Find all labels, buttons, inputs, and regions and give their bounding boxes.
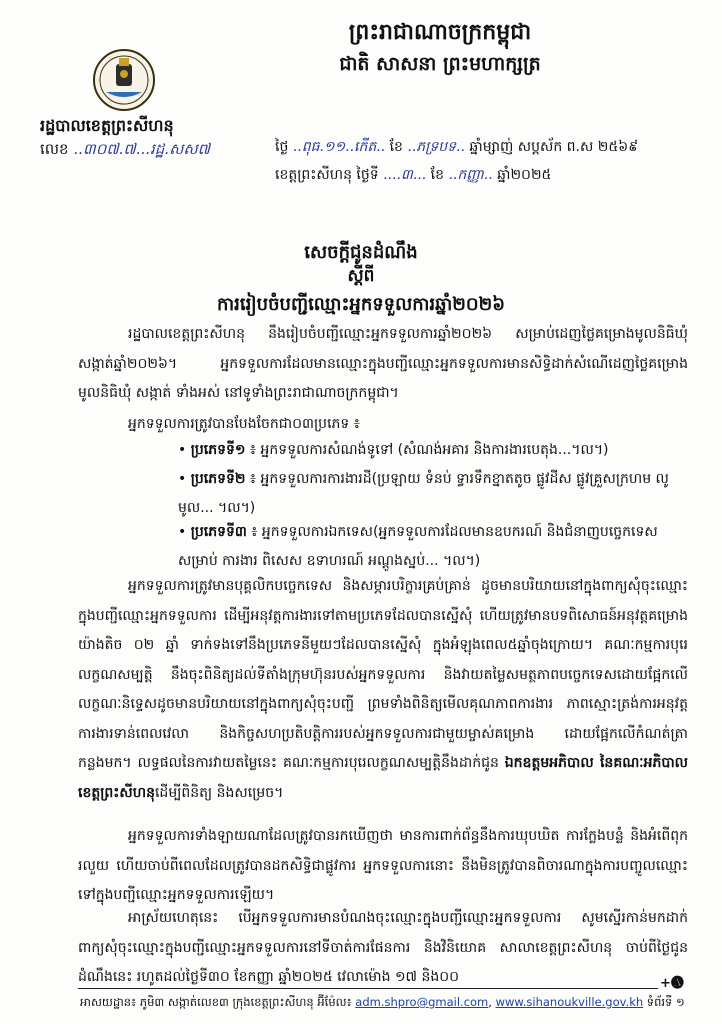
document-subtitle-regarding: ស្តីពី [347, 266, 375, 286]
paragraph-disqualification: អ្នកទទួលការទាំងឡាយណាដែលត្រូវបានរកឃើញថា មានការពាក់ព័ន្ធនឹងការឃុបឃិត ការក្លែងបន្លំ និងអំពើពុករលួយ ហើយចាប់ពីពេលដែលត្រូវបានដកសិទ្ធិជាផ្លូវការ អ្នកទទួលការនោះ នឹងមិនត្រូវបានពិចារណាក្នុងការបញ្ចូលឈ្មោះទៅក្នុងបញ្ជីឈ្មោះអ្នកទទួលការឡើយ។ [78, 828, 688, 903]
paragraph-intro: រដ្ឋបាលខេត្តព្រះសីហនុ នឹងរៀបចំបញ្ជីឈ្មោះអ្នកទទួលការឆ្នាំ២០២៦ សម្រាប់ដេញថ្លៃគម្រោងមូលនិធិឃុំ សង្កាត់ឆ្នាំ២០២៦។ អ្នកទទួលការដែលមានឈ្មោះក្នុងបញ្ជីឈ្មោះអ្នកទទួលការមានសិទ្ធិដាក់សំណើដេញថ្លៃគម្រោងមូលនិធិឃុំ សង្កាត់ ទាំងអស់ នៅទូទាំងព្រះរាជាណាចក្រកម្ពុជា។ [78, 326, 688, 401]
page-mark: +🅐 [660, 976, 684, 991]
category-3-text: ៖ អ្នកទទួលការឯកទេស(អ្នកទទួលការដែលមានឧបករណ៍ និងជំនាញបច្ចេកទេសសម្រាប់ ការងារ ពិសេស ឧទាហរណ៍ អណ្តូងស្នប់... ។ល។) [178, 524, 658, 569]
issuing-administration: រដ្ឋបាលខេត្តព្រះសីហនុ [40, 116, 174, 135]
bullet-icon: • [178, 524, 187, 540]
footer-website-link[interactable]: www.sihanoukville.gov.kh [495, 995, 644, 1009]
provincial-emblem-icon [92, 48, 156, 112]
governor-title: ឯកឧត្តមអភិបាល នៃគណៈអភិបាលខេត្តព្រះសីហនុ [78, 755, 688, 801]
category-2-text: ៖ អ្នកទទួលការការងារដី(ប្រឡាយ ទំនប់ ទ្វារទឹកខ្នាតតូច ផ្លូវដីស ផ្លូវគ្រួសក្រហម លូមូល... ។ល។) [178, 471, 669, 516]
category-1-label: ប្រភេទទី១ [190, 442, 246, 458]
solar-month-label: ខែ [430, 167, 445, 183]
footer-separator: , [488, 995, 496, 1009]
footer-page-number: ទំព័រទី ១ [643, 995, 685, 1009]
paragraph-categories-intro: អ្នកទទួលការត្រូវបានបែងចែកជា០៣ប្រភេទ ៖ [128, 416, 360, 432]
solar-year: ឆ្នាំ២០២៥ [497, 167, 552, 183]
requirements-tail: ដើម្បីពិនិត្យ និងសម្រេច។ [154, 784, 284, 801]
category-3-label: ប្រភេទទី៣ [190, 524, 247, 540]
lunar-day: ..ពុធ.១១..កើត.. [292, 139, 386, 155]
lunar-month: ..ភទ្របទ.. [407, 139, 465, 155]
category-2-label: ប្រភេទទី២ [190, 471, 246, 487]
category-1-text: ៖ អ្នកទទួលការសំណង់ទូទៅ (សំណង់អគារ និងការងារបេតុង...។ល។) [245, 442, 609, 458]
footer-email-link[interactable]: adm.shpro@gmail.com [355, 995, 489, 1009]
footer [80, 995, 685, 1012]
solar-month: ..កញ្ញា.. [448, 167, 493, 183]
national-motto: ជាតិ សាសនា ព្រះមហាក្សត្រ [339, 53, 541, 75]
category-1 [178, 436, 688, 465]
ref-label: លេខ [40, 140, 69, 158]
footer-divider [78, 988, 658, 989]
paragraph-requirements [78, 572, 688, 808]
bullet-icon: • [178, 442, 187, 458]
paragraph-registration: អាស្រ័យហេតុនេះ បើអ្នកទទួលការមានបំណងចុះឈ្មោះក្នុងបញ្ជីឈ្មោះអ្នកទទួលការ សូមស្នើរកាន់មកដាក់ពាក្យសុំចុះឈ្មោះក្នុងបញ្ជីឈ្មោះអ្នកទទួលការនៅទីចាត់ការផែនការ និងវិនិយោគ សាលាខេត្តព្រះសីហនុ ចាប់ពីថ្ងៃជូនដំណឹងនេះ រហូតដល់ថ្ងៃទី៣០ ខែកញ្ញា ឆ្នាំ២០២៥ វេលាម៉ោង ១៧ និង០០ [78, 910, 688, 985]
requirements-text: អ្នកទទួលការត្រូវមានបុគ្គលិកបច្ចេកទេស និងសម្ភារបរិក្ខារគ្រប់គ្រាន់ ដូចមានបរិយាយនៅក្នុងពាក្យសុំចុះឈ្មោះក្នុងបញ្ជីឈ្មោះអ្នកទទួលការ ដើម្បីអនុវត្តការងារទៅតាមប្រភេទដែលបានស្នើសុំ ហើយត្រូវមានបទពិសោធន៍អនុវត្តគម្រោងយ៉ាងតិច ០២ ឆ្នាំ ទាក់ទងទៅនឹងប្រភេទនីមួយៗដែលបានស្នើសុំ ក្នុងអំឡុងពេល៥ឆ្នាំចុងក្រោយ។ គណៈកម្មការបុរេលក្ខណសម្បត្តិ នឹងចុះពិនិត្យដល់ទីតាំងក្រុមហ៊ុនរបស់អ្នកទទួលការ និងវាយតម្លៃសមត្ថភាពបច្ចេកទេសដោយផ្អែកលើលក្ខណៈនិទ្ទេសដូចមានបរិយាយនៅក្នុងពាក្យសុំចុះបញ្ជី ព្រមទាំងពិនិត្យមើលគុណភាពការងារ ភាពស្មោះត្រង់ការអនុវត្តការងារទាន់ពេលវេលា និងកិច្ចសហប្រតិបត្តិការរបស់អ្នកទទួលការជាមួយម្ចាស់គម្រោង ដោយផ្អែកលើកំណត់ត្រាកន្លងមក។ លទ្ធផលនៃការវាយតម្លៃនេះ គណៈកម្មការបុរេលក្ខណសម្បត្តិនឹងដាក់ជូន [78, 578, 688, 771]
category-2 [178, 465, 688, 523]
place-date-prefix: ខេត្តព្រះសីហនុ ថ្ងៃទី [275, 167, 379, 183]
lunar-month-label: ខែ [389, 139, 403, 155]
lunar-date [275, 137, 638, 158]
category-3 [178, 518, 688, 576]
document-title: សេចក្តីជូនដំណឹង [304, 242, 418, 263]
document-subject: ការរៀបចំបញ្ជីឈ្មោះអ្នកទទួលការឆ្នាំ២០២៦ [217, 294, 505, 315]
kingdom-heading: ព្រះរាជាណាចក្រកម្ពុជា [348, 20, 532, 45]
reference-number [40, 140, 210, 162]
footer-address: អាសយដ្ឋាន៖ ភូមិ៣ សង្កាត់លេខ៣ ក្រុងខេត្តព្រះសីហនុ អ៊ីម៉ែល៖ [80, 995, 356, 1009]
ref-value: ..៣០៧.៧...រដ្ឋ.សស៧ [73, 140, 210, 158]
lunar-date-prefix: ថ្ងៃ [275, 139, 289, 155]
bullet-icon: • [178, 471, 187, 487]
solar-day: ....៣... [383, 167, 427, 183]
lunar-year: ឆ្នាំម្សាញ់ សប្តស័ក ព.ស ២៥៦៩ [469, 139, 639, 155]
place-and-date [275, 165, 551, 186]
